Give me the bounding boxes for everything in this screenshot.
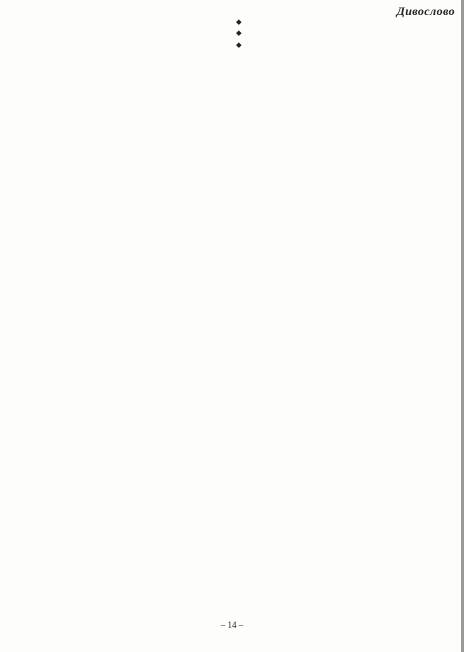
journal-logo: Дивослово — [396, 4, 455, 18]
article-body — [9, 14, 455, 616]
left-column — [9, 14, 228, 616]
task-item — [236, 40, 455, 49]
task-item — [236, 28, 455, 37]
right-column — [236, 14, 455, 616]
task-text — [245, 17, 455, 24]
task-text — [245, 40, 455, 47]
diamond-bullet-icon: ◆ — [236, 17, 242, 26]
diamond-bullet-icon: ◆ — [236, 40, 242, 50]
task-text — [245, 28, 455, 35]
page-number: – 14 – — [220, 620, 244, 630]
diamond-bullet-icon: ◆ — [236, 28, 242, 38]
task-item — [236, 17, 455, 26]
